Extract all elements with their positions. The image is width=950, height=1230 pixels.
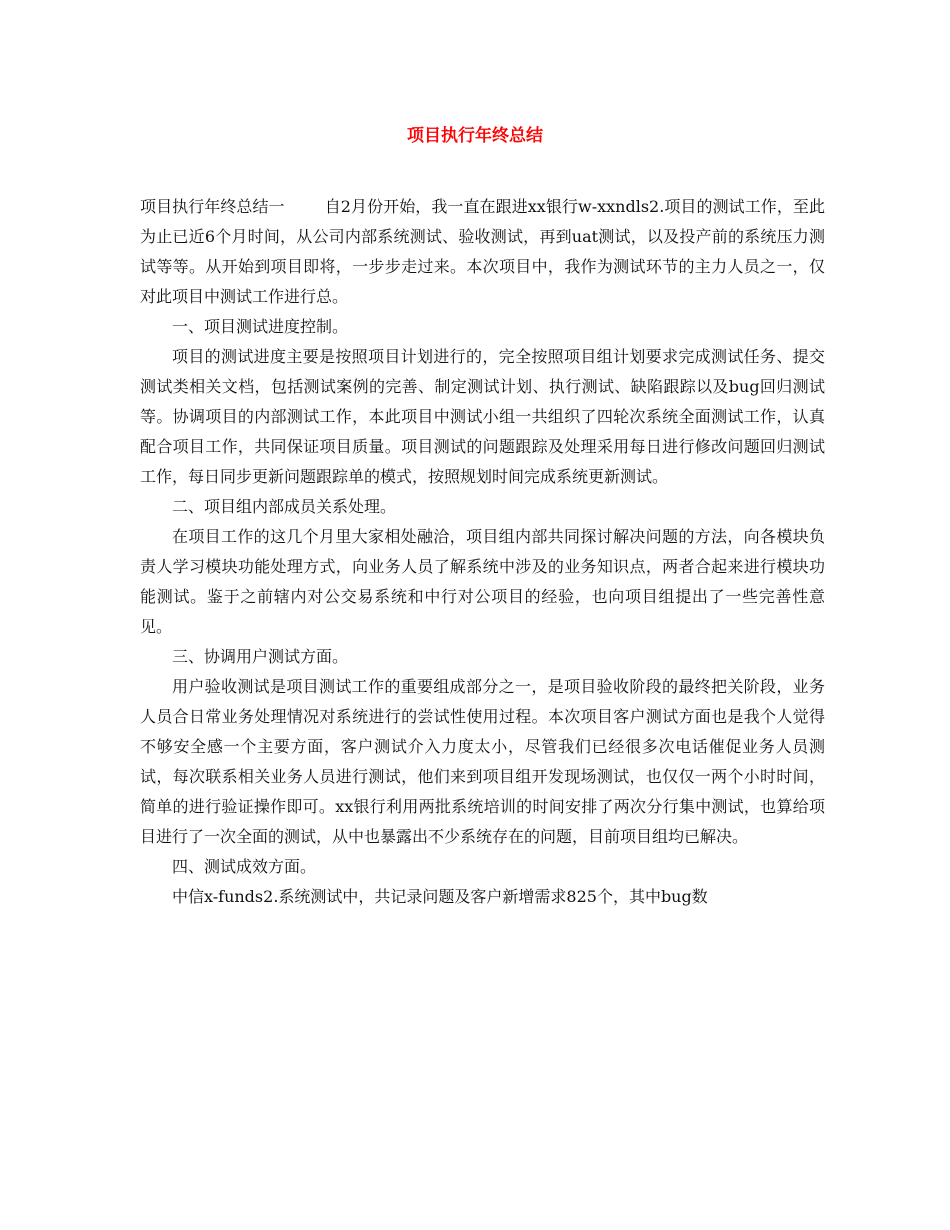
intro-label: 项目执行年终总结一	[140, 197, 285, 216]
section-heading-4: 四、测试成效方面。	[172, 857, 317, 876]
intro-paragraph	[140, 192, 825, 312]
section-heading-2: 二、项目组内部成员关系处理。	[172, 497, 397, 516]
section-paragraph-3: 用户验收测试是项目测试工作的重要组成部分之一，是项目验收阶段的最终把关阶段，业务人员合日常业务处理情况对系统进行的尝试性使用过程。本次项目客户测试方面也是我个人觉得不够安全感一个主要方面，客户测试介入力度太小，尽管我们已经很多次电话催促业务人员测试，每次联系相关业务人员进行测试，他们来到项目组开发现场测试，也仅仅一两个小时时间，简单的进行验证操作即可。xx银行利用两批系统培训的时间安排了两次分行集中测试，也算给项目进行了一次全面的测试，从中也暴露出不少系统存在的问题，目前项目组均已解决。	[140, 677, 825, 846]
document-title: 项目执行年终总结	[407, 126, 543, 146]
section-paragraph-2: 在项目工作的这几个月里大家相处融洽，项目组内部共同探讨解决问题的方法，向各模块负责人学习模块功能处理方式，向业务人员了解系统中涉及的业务知识点，两者合起来进行模块功能测试。鉴于之前辖内对公交易系统和中行对公项目的经验，也向项目组提出了一些完善性意见。	[140, 527, 825, 636]
section-paragraph-4: 中信x-funds2.系统测试中，共记录问题及客户新增需求825个，其中bug数	[172, 887, 708, 906]
section-heading-3: 三、协调用户测试方面。	[172, 647, 349, 666]
document-body	[140, 192, 825, 912]
section-paragraph-1: 项目的测试进度主要是按照项目计划进行的，完全按照项目组计划要求完成测试任务、提交测试类相关文档，包括测试案例的完善、制定测试计划、执行测试、缺陷跟踪以及bug回归测试等。协调项目的内部测试工作，本此项目中测试小组一共组织了四轮次系统全面测试工作，认真配合项目工作，共同保证项目质量。项目测试的问题跟踪及处理采用每日进行修改问题回归测试工作，每日同步更新问题跟踪单的模式，按照规划时间完成系统更新测试。	[140, 347, 825, 486]
intro-text: 自2月份开始，我一直在跟进xx银行w-xxndls2.项目的测试工作，至此为止已近6个月时间，从公司内部系统测试、验收测试，再到uat测试，以及投产前的系统压力测试等等。从开始到项目即将，一步步走过来。本次项目中，我作为测试环节的主力人员之一，仅对此项目中测试工作进行总。	[140, 197, 825, 306]
section-heading-1: 一、项目测试进度控制。	[172, 317, 349, 336]
